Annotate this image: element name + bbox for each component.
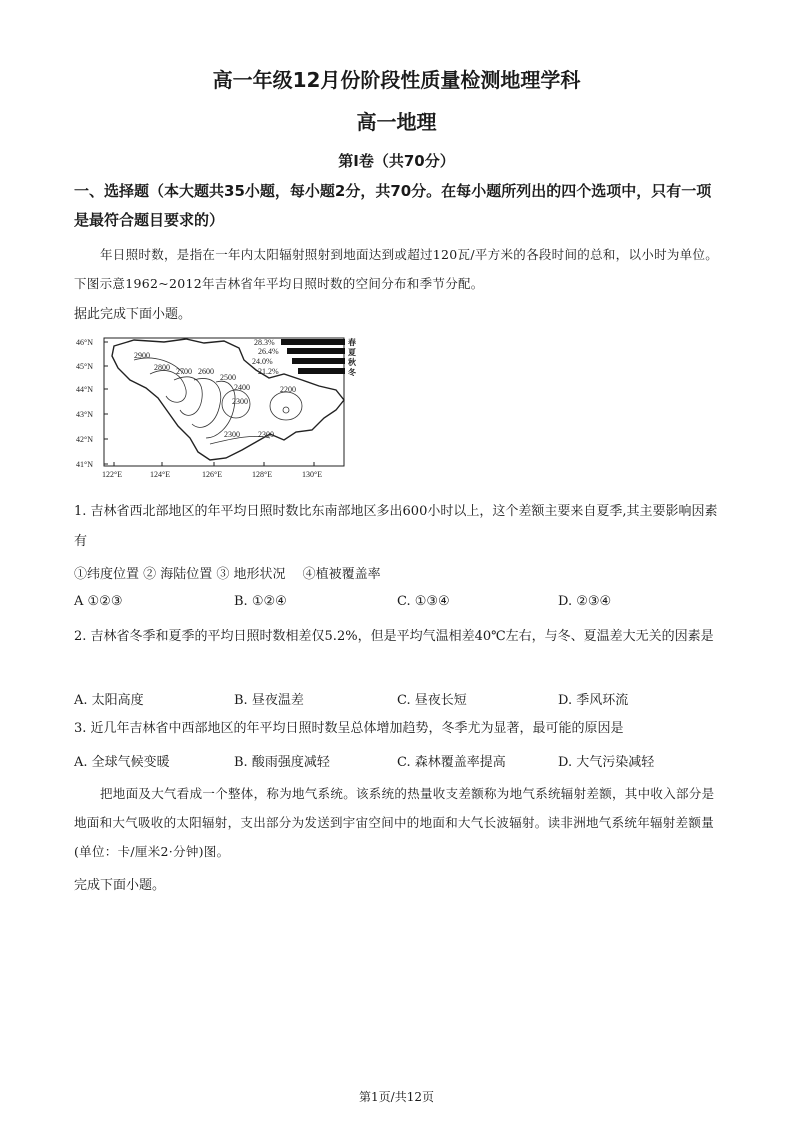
lon-label: 130°E	[302, 470, 323, 479]
question-2-option-b[interactable]: B. 昼夜温差	[234, 693, 304, 708]
question-3-option-b[interactable]: B. 酸雨强度减轻	[234, 755, 330, 770]
legend-season: 冬	[348, 368, 356, 377]
contour-label: 2300	[224, 430, 240, 439]
legend-percent: 26.4%	[258, 347, 279, 356]
passage-2-instruction: 完成下面小题。	[74, 878, 166, 893]
question-2-option-c[interactable]: C. 昼夜长短	[397, 693, 467, 708]
legend-season: 夏	[348, 348, 356, 357]
contour-label: 2800	[154, 363, 170, 372]
contour-label: 2300	[232, 397, 248, 406]
question-3-option-d[interactable]: D. 大气污染减轻	[558, 755, 655, 770]
question-2-stem: 2. 吉林省冬季和夏季的平均日照时数相差仅5.2%，但是平均气温相差40℃左右，与冬、夏温差大无关的因素是	[74, 629, 714, 644]
question-3-option-a[interactable]: A. 全球气候变暖	[74, 755, 170, 770]
lon-label: 122°E	[102, 470, 123, 479]
question-1-stem: 1. 吉林省西北部地区的年平均日照时数比东南部地区多出600小时以上，这个差额主要来自夏季,其主要影响因素有	[74, 504, 718, 549]
question-1-option-c[interactable]: C. ①③④	[397, 594, 450, 609]
season-legend	[252, 337, 357, 377]
lat-label: 46°N	[76, 338, 93, 347]
legend-percent: 21.2%	[258, 367, 279, 376]
legend-bar-autumn	[292, 358, 345, 364]
lat-label: 43°N	[76, 410, 93, 419]
contour-line	[192, 378, 221, 427]
jilin-sunshine-map	[74, 334, 364, 484]
lat-label: 45°N	[76, 362, 93, 371]
passage-2: 把地面及大气看成一个整体，称为地气系统。该系统的热量收支差额称为地气系统辐射差额，其中收入部分是地面和大气吸收的太阳辐射，支出部分为发送到宇宙空间中的地面和大气长波辐射。读非洲地气系统年辐射差额量(单位：卡/厘米2·分钟)图。	[74, 786, 715, 859]
contour-label: 2200	[280, 385, 296, 394]
lat-label: 42°N	[76, 435, 93, 444]
legend-bar-summer	[287, 348, 345, 354]
lon-label: 128°E	[252, 470, 273, 479]
passage-1-instruction: 据此完成下面小题。	[74, 307, 192, 322]
question-2-option-d[interactable]: D. 季风环流	[558, 693, 629, 708]
lat-label: 41°N	[76, 460, 93, 469]
exam-title: 高一年级12月份阶段性质量检测地理学科	[212, 68, 581, 92]
contour-label: 2400	[234, 383, 250, 392]
legend-season: 春	[348, 338, 356, 347]
lon-label: 126°E	[202, 470, 223, 479]
volume-label: 第Ⅰ卷（共70分）	[338, 152, 455, 170]
contour-line	[270, 392, 302, 420]
lon-label: 124°E	[150, 470, 171, 479]
question-1-factors: ①纬度位置 ② 海陆位置 ③ 地形状况 ④植被覆盖率	[74, 567, 381, 582]
contour-label: 2300	[258, 430, 274, 439]
exam-subtitle: 高一地理	[356, 110, 437, 134]
question-3-stem: 3. 近几年吉林省中西部地区的年平均日照时数呈总体增加趋势，冬季尤为显著，最可能的原因是	[74, 721, 624, 736]
lat-label: 44°N	[76, 385, 93, 394]
passage-1: 年日照时数，是指在一年内太阳辐射照射到地面达到或超过120瓦/平方米的各段时间的总和，以小时为单位。下图示意1962~2012年吉林省年平均日照时数的空间分布和季节分配。	[74, 247, 719, 291]
legend-bar-spring	[281, 339, 345, 345]
question-1-option-d[interactable]: D. ②③④	[558, 594, 612, 609]
legend-percent: 28.3%	[254, 338, 275, 347]
section-heading: 一、选择题（本大题共35小题，每小题2分，共70分。在每小题所列出的四个选项中，只有一项是最符合题目要求的）	[74, 182, 712, 229]
question-2-option-a[interactable]: A. 太阳高度	[74, 693, 144, 708]
question-1-option-a[interactable]: A ①②③	[74, 594, 123, 609]
page-number: 第1页/共12页	[359, 1090, 434, 1104]
legend-season: 秋	[348, 358, 356, 367]
contour-label: 2700	[176, 367, 192, 376]
contour-label: 2600	[198, 367, 214, 376]
question-1-option-b[interactable]: B. ①②④	[234, 594, 287, 609]
question-3-option-c[interactable]: C. 森林覆盖率提高	[397, 755, 506, 770]
contour-label: 2900	[134, 351, 150, 360]
contour-line	[283, 407, 289, 413]
contour-label: 2500	[220, 373, 236, 382]
legend-percent: 24.0%	[252, 357, 273, 366]
contour-line	[174, 377, 202, 415]
legend-bar-winter	[298, 368, 345, 374]
